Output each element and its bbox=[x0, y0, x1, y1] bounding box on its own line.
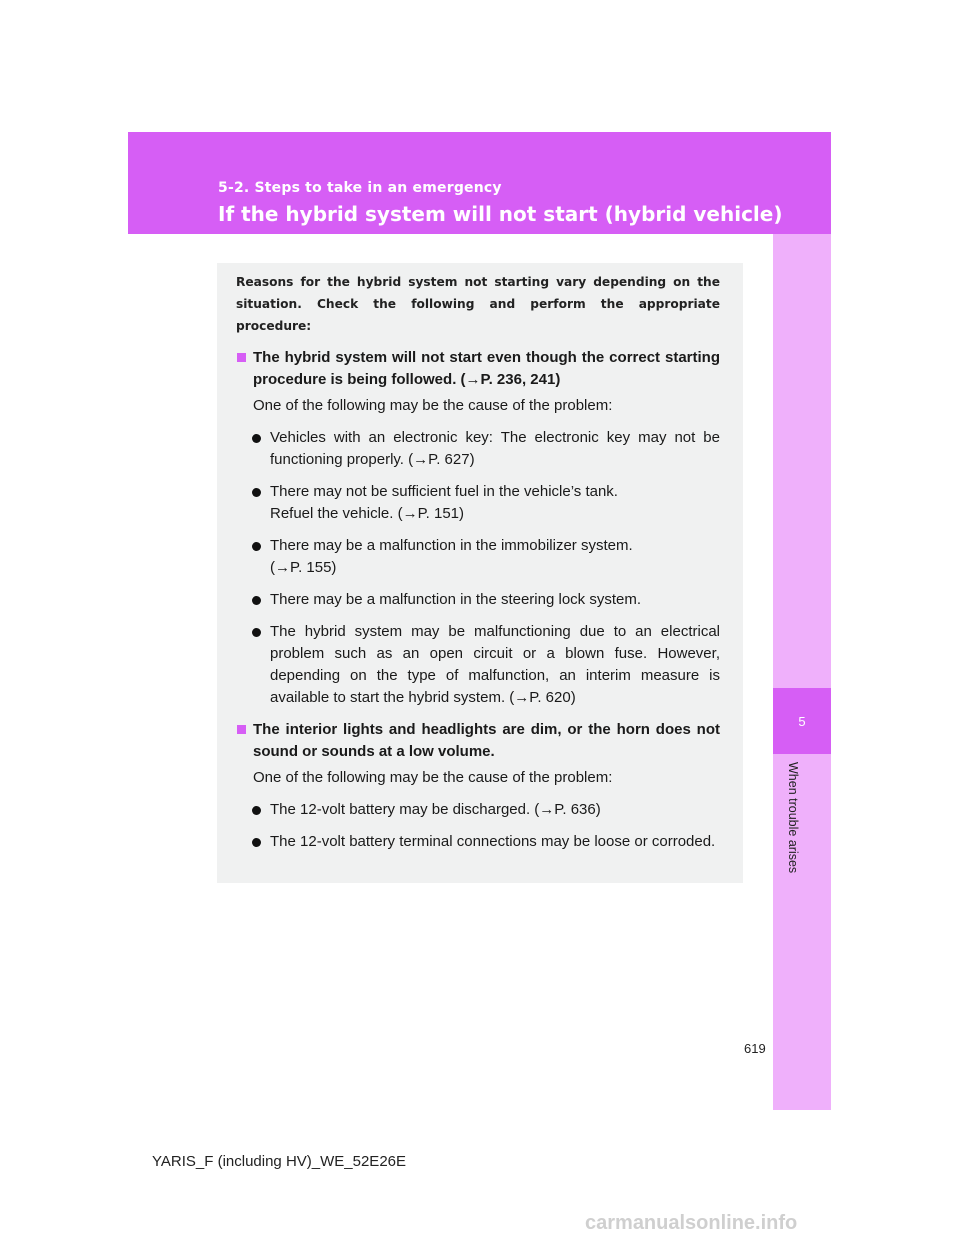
list-item-text: (→P. 155) bbox=[270, 559, 337, 576]
page-title: If the hybrid system will not start (hybrid vehicle) bbox=[218, 202, 783, 226]
list-item bbox=[270, 831, 720, 853]
bullet-dot-icon bbox=[252, 838, 261, 847]
watermark: carmanualsonline.info bbox=[585, 1212, 798, 1234]
bullet-dot-icon bbox=[252, 596, 261, 605]
document-code: YARIS_F (including HV)_WE_52E26E bbox=[152, 1153, 407, 1170]
bullet-dot-icon bbox=[252, 488, 261, 497]
list-item-text: The hybrid system may be malfunctioning due to an electrical problem such as an open circuit or a blown fuse. However, depending on the type of malfunction, an interim measure is available to start the hybrid system. (→P. 620) bbox=[270, 623, 720, 706]
chapter-title: When trouble arises bbox=[786, 762, 800, 874]
list-item-text: Refuel the vehicle. (→P. 151) bbox=[270, 505, 464, 522]
section-lead: One of the following may be the cause of the problem: bbox=[253, 769, 613, 786]
section-lead: One of the following may be the cause of the problem: bbox=[253, 397, 613, 414]
section-heading bbox=[236, 347, 720, 391]
list-item bbox=[270, 799, 720, 821]
bullet-dot-icon bbox=[252, 806, 261, 815]
list-item bbox=[270, 535, 720, 579]
page-number: 619 bbox=[744, 1041, 766, 1056]
chapter-side-tab bbox=[773, 234, 831, 1110]
list-item-text: There may be a malfunction in the immobilizer system. bbox=[270, 537, 633, 554]
chapter-number: 5 bbox=[773, 688, 831, 754]
list-item-text: The 12-volt battery terminal connections may be loose or corroded. bbox=[270, 833, 716, 850]
square-bullet-icon bbox=[237, 725, 246, 734]
list-item bbox=[270, 621, 720, 709]
cause-list bbox=[236, 799, 720, 853]
intro-text: Reasons for the hybrid system not starting vary depending on the situation. Check the following and perform the appropriate procedure: bbox=[236, 275, 720, 333]
list-item-text: There may not be sufficient fuel in the vehicle’s tank. bbox=[270, 483, 618, 500]
bullet-dot-icon bbox=[252, 628, 261, 637]
list-item bbox=[270, 589, 720, 611]
bullet-dot-icon bbox=[252, 434, 261, 443]
section-heading-text: The hybrid system will not start even though the correct starting procedure is being followed. (→P. 236, 241) bbox=[253, 349, 720, 388]
section-label: 5-2. Steps to take in an emergency bbox=[218, 180, 502, 196]
list-item-text: The 12-volt battery may be discharged. (→P. 636) bbox=[270, 801, 601, 818]
content-panel bbox=[217, 263, 743, 883]
section-heading bbox=[236, 719, 720, 763]
bullet-dot-icon bbox=[252, 542, 261, 551]
list-item bbox=[270, 481, 720, 525]
cause-list bbox=[236, 427, 720, 709]
list-item-text: There may be a malfunction in the steering lock system. bbox=[270, 591, 642, 608]
list-item-text: Vehicles with an electronic key: The electronic key may not be functioning properly. (→P. 627) bbox=[270, 429, 720, 468]
list-item bbox=[270, 427, 720, 471]
section-heading-text: The interior lights and headlights are dim, or the horn does not sound or sounds at a low volume. bbox=[253, 721, 720, 760]
square-bullet-icon bbox=[237, 353, 246, 362]
